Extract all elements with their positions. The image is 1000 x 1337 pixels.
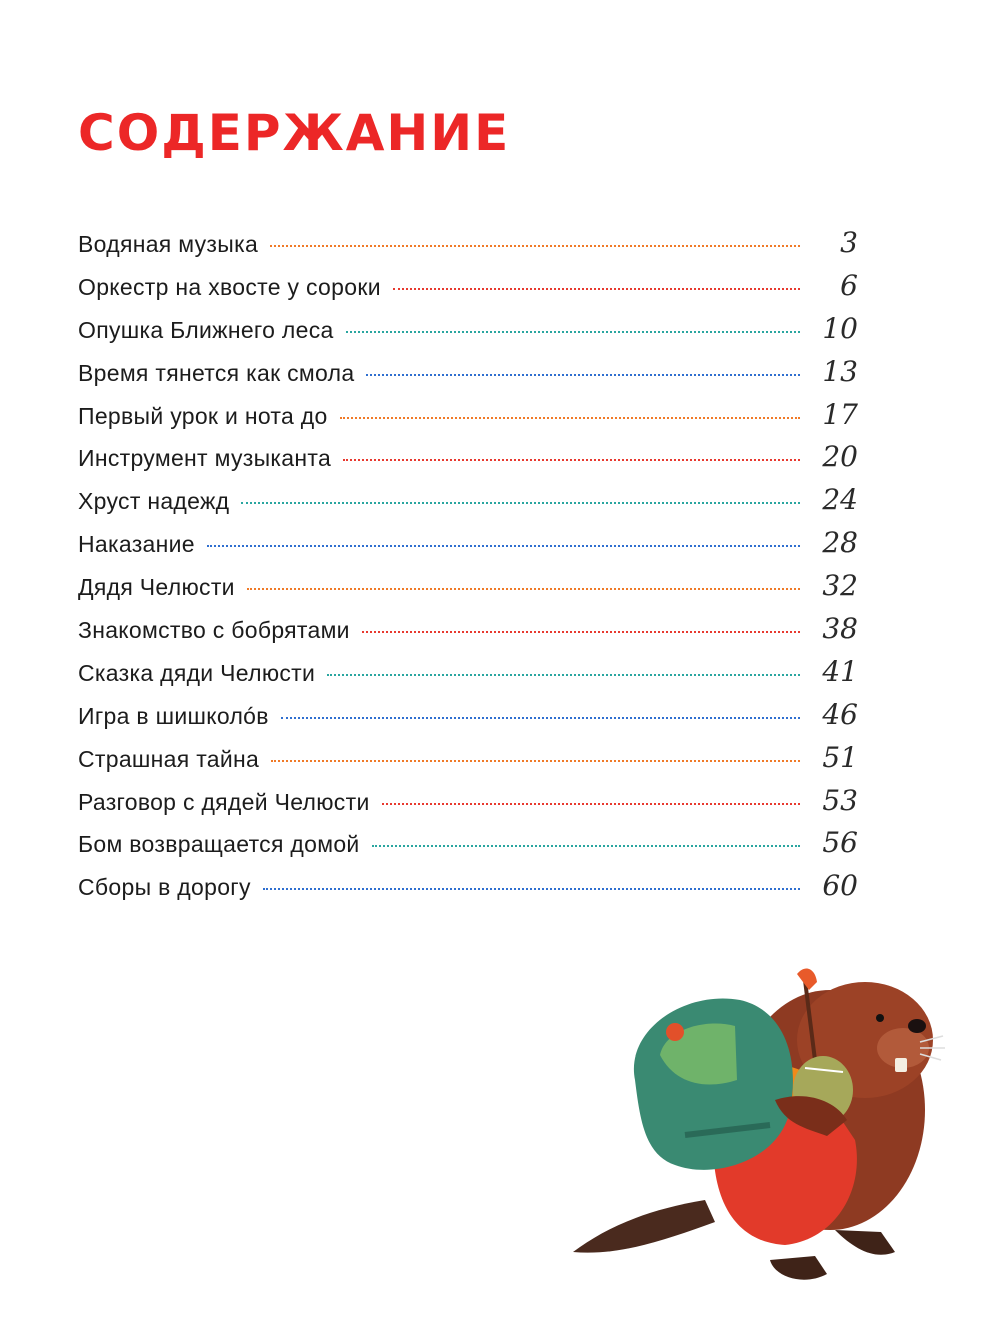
toc-item <box>78 784 858 827</box>
toc-item-title: Опушка Ближнего леса <box>78 316 334 343</box>
dotted-leader <box>247 588 800 590</box>
dotted-leader <box>281 717 800 719</box>
dotted-leader <box>393 288 800 290</box>
toc-item-title: Знакомство с бобрятами <box>78 617 350 644</box>
toc-item-page-number: 46 <box>822 697 858 731</box>
toc-item <box>78 269 858 312</box>
toc-item <box>78 655 858 698</box>
toc-item-page-number: 13 <box>822 354 858 388</box>
dotted-leader <box>382 803 800 805</box>
toc-item-page-number: 6 <box>840 268 858 302</box>
toc-item <box>78 698 858 741</box>
toc-item-page-number: 38 <box>822 612 858 646</box>
dotted-leader <box>362 631 800 633</box>
dotted-leader <box>327 674 800 676</box>
toc-item-page-number: 28 <box>822 526 858 560</box>
page-title: СОДЕРЖАНИЕ <box>78 104 511 162</box>
toc-item <box>78 569 858 612</box>
toc-item-title: Водяная музыка <box>78 231 259 257</box>
toc-item <box>78 483 858 526</box>
toc-item-title: Бом возвращается домой <box>78 831 360 858</box>
toc-item <box>78 869 858 912</box>
toc-item-title: Страшная тайна <box>78 745 260 772</box>
toc-item-title: Оркестр на хвосте у сороки <box>78 273 381 300</box>
toc-item-title: Время тянется как смола <box>78 359 355 386</box>
toc-item-page-number: 20 <box>822 440 858 474</box>
toc-item <box>78 440 858 483</box>
toc-item-page-number: 32 <box>822 569 858 603</box>
toc-item-page-number: 3 <box>840 226 858 259</box>
beaver-illustration <box>565 960 945 1290</box>
dotted-leader <box>241 502 800 504</box>
dotted-leader <box>340 417 800 419</box>
toc-item-title: Сказка дяди Челюсти <box>78 659 316 686</box>
toc-item <box>78 612 858 655</box>
toc-item <box>78 526 858 569</box>
toc-item-page-number: 41 <box>822 654 858 688</box>
table-of-contents <box>78 226 858 912</box>
toc-item <box>78 741 858 784</box>
toc-item <box>78 312 858 355</box>
toc-item-page-number: 24 <box>822 483 858 517</box>
dotted-leader <box>263 888 800 890</box>
toc-item-title: Игра в шишколóв <box>78 702 269 729</box>
toc-item-title: Сборы в дорогу <box>78 874 251 901</box>
toc-item-title: Наказание <box>78 531 195 558</box>
dotted-leader <box>207 545 800 547</box>
dotted-leader <box>346 331 800 333</box>
toc-item <box>78 226 858 269</box>
toc-item <box>78 398 858 441</box>
toc-item-page-number: 17 <box>822 397 858 431</box>
toc-item-page-number: 53 <box>822 783 858 817</box>
toc-item-page-number: 10 <box>822 311 858 345</box>
toc-item-title: Хруст надежд <box>78 488 230 515</box>
toc-item-title: Дядя Челюсти <box>78 574 235 601</box>
toc-item-title: Первый урок и нота до <box>78 402 328 429</box>
toc-item-page-number: 51 <box>822 740 858 774</box>
dotted-leader <box>343 459 800 461</box>
dotted-leader <box>372 845 800 847</box>
toc-item-page-number: 60 <box>822 869 858 903</box>
dotted-leader <box>271 760 800 762</box>
toc-item-title: Инструмент музыканта <box>78 445 332 472</box>
dotted-leader <box>270 245 800 247</box>
toc-item <box>78 355 858 398</box>
toc-item-page-number: 56 <box>822 826 858 860</box>
dotted-leader <box>366 374 800 376</box>
toc-item-title: Разговор с дядей Челюсти <box>78 788 370 815</box>
toc-item <box>78 826 858 869</box>
